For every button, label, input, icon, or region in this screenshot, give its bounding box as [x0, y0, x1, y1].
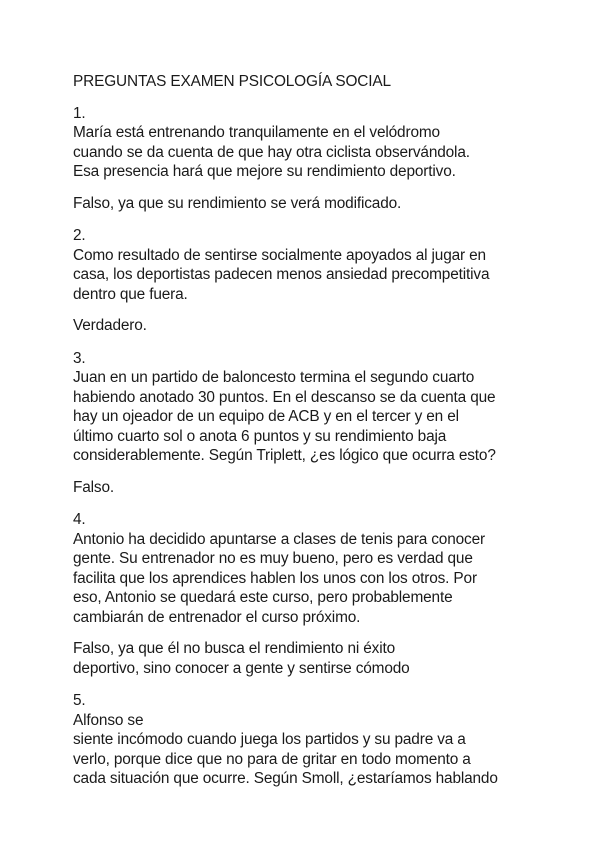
answer-text-line: Verdadero. — [73, 317, 147, 334]
answer-1 — [73, 194, 533, 214]
question-text-line: hay un ojeador de un equipo de ACB y en el tercer y en el — [73, 408, 459, 425]
question-text-line: Esa presencia hará que mejore su rendimiento deportivo. — [73, 163, 456, 180]
answer-2 — [73, 316, 533, 336]
question-text-line: habiendo anotado 30 puntos. En el descanso se da cuenta que — [73, 388, 496, 406]
question-text-line: Como resultado de sentirse socialmente apoyados al jugar en — [73, 246, 486, 264]
question-number: 4. — [73, 511, 86, 528]
answer-4 — [73, 639, 533, 678]
question-text-line: considerablemente. Según Triplett, ¿es lógico que ocurra esto? — [73, 447, 496, 464]
question-text-line: cada situación que ocurre. Según Smoll, ¿estaríamos hablando — [73, 770, 498, 787]
answer-text-line: deportivo, sino conocer a gente y sentirse cómodo — [73, 659, 410, 677]
question-5 — [73, 691, 533, 789]
question-text-line: facilita que los aprendices hablen los unos con los otros. Por — [73, 569, 477, 587]
document-page — [73, 72, 533, 789]
question-number: 5. — [73, 692, 86, 709]
question-1 — [73, 104, 533, 182]
question-text-line: dentro que fuera. — [73, 285, 188, 303]
answer-text-line: Falso, ya que su rendimiento se verá modificado. — [73, 194, 402, 212]
answer-text-line: Falso. — [73, 478, 115, 496]
answer-text-line: Falso, ya que él no busca el rendimiento ni éxito — [73, 640, 396, 657]
question-3 — [73, 349, 533, 466]
question-number: 2. — [73, 227, 86, 244]
document-title: PREGUNTAS EXAMEN PSICOLOGÍA SOCIAL — [73, 73, 391, 90]
question-text-line: María está entrenando tranquilamente en el velódromo — [73, 124, 440, 141]
question-text-line: casa, los deportistas padecen menos ansiedad precompetitiva — [73, 266, 490, 283]
question-text-line: siente incómodo cuando juega los partidos y su padre va a — [73, 731, 466, 748]
question-text-line: gente. Su entrenador no es muy bueno, pero es verdad que — [73, 550, 473, 567]
question-text-line: Alfonso se — [73, 711, 144, 729]
question-number: 3. — [73, 349, 86, 367]
answer-3 — [73, 478, 533, 498]
question-number: 1. — [73, 104, 86, 122]
question-4 — [73, 510, 533, 627]
question-text-line: último cuarto sol o anota 6 puntos y su rendimiento baja — [73, 427, 447, 445]
question-text-line: cambiarán de entrenador el curso próximo. — [73, 608, 361, 626]
question-text-line: verlo, porque dice que no para de gritar en todo momento a — [73, 750, 471, 768]
question-2 — [73, 226, 533, 304]
question-text-line: Antonio ha decidido apuntarse a clases de tenis para conocer — [73, 530, 485, 548]
question-text-line: cuando se da cuenta de que hay otra ciclista observándola. — [73, 143, 470, 161]
question-text-line: Juan en un partido de baloncesto termina el segundo cuarto — [73, 369, 475, 386]
question-text-line: eso, Antonio se quedará este curso, pero probablemente — [73, 589, 453, 606]
